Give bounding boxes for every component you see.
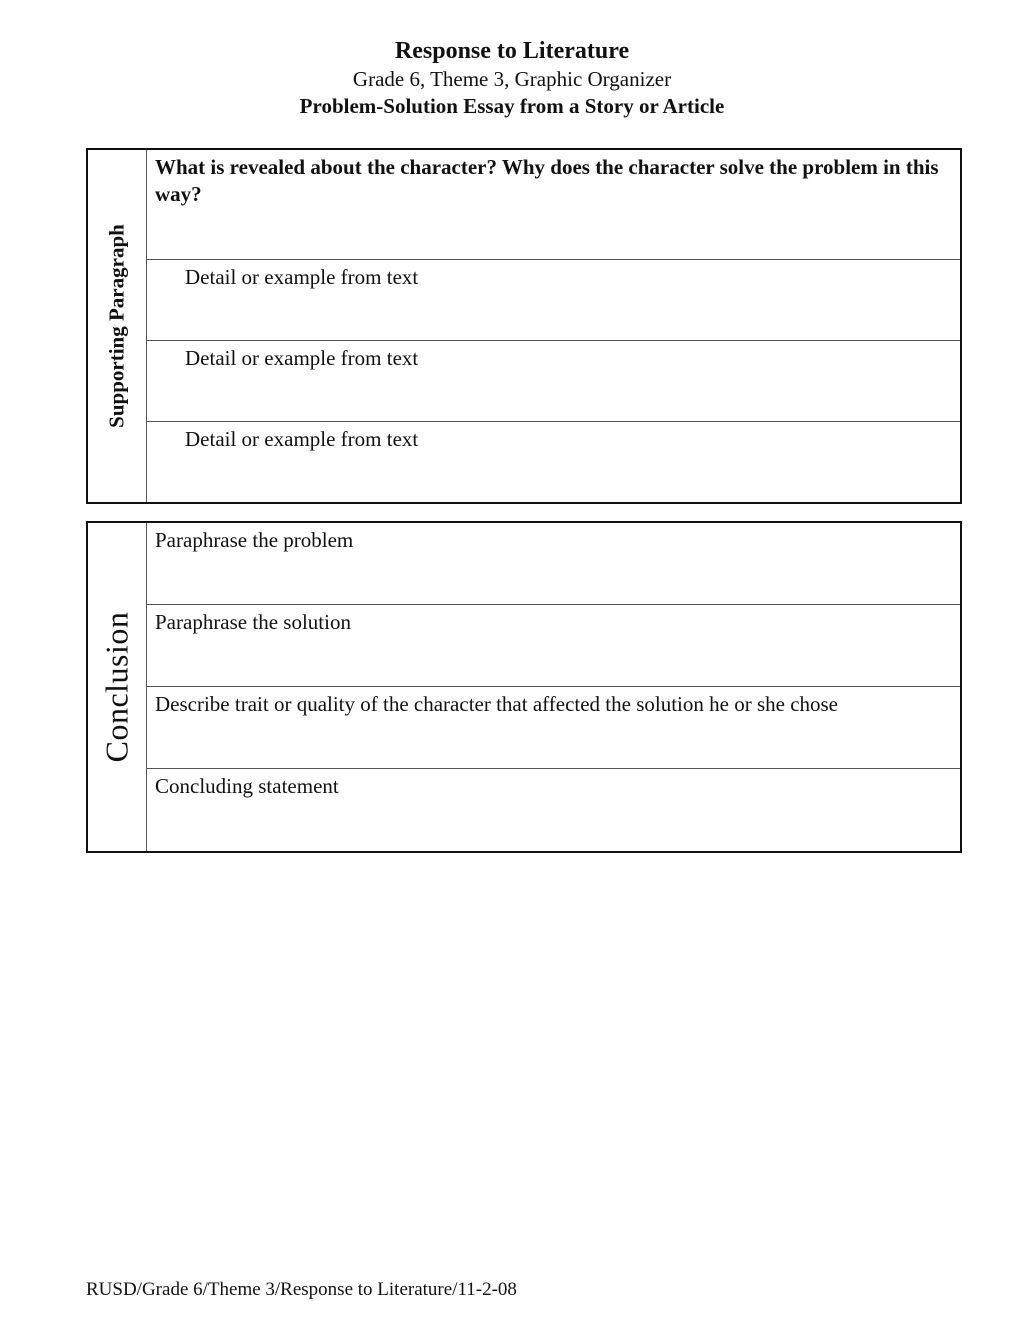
detail-cell-1: Detail or example from text [147,260,960,341]
conclusion-box [86,521,962,853]
document-subtitle: Grade 6, Theme 3, Graphic Organizer [352,67,672,91]
character-trait-cell: Describe trait or quality of the character that affected the solution he or she chose [147,687,960,769]
supporting-paragraph-box [86,148,962,504]
supporting-side-column [88,150,147,502]
supporting-question-cell: What is revealed about the character? Why does the character solve the problem in this way? [147,150,960,260]
document-footer: RUSD/Grade 6/Theme 3/Response to Literature/11-2-08 [86,1279,517,1300]
conclusion-side-label: Conclusion [98,611,135,763]
paraphrase-solution-cell: Paraphrase the solution [147,605,960,687]
concluding-statement-cell: Concluding statement [155,774,339,798]
document-title: Response to Literature [394,38,630,64]
detail-cell-2: Detail or example from text [147,341,960,422]
document-header [0,36,1024,120]
document-heading: Problem-Solution Essay from a Story or Article [299,94,725,118]
conclusion-side-column [88,523,147,851]
supporting-side-label: Supporting Paragraph [104,224,129,428]
detail-cell-3: Detail or example from text [185,427,419,451]
paraphrase-problem-cell: Paraphrase the problem [147,523,960,605]
conclusion-rows [147,523,960,851]
supporting-rows [147,150,960,502]
